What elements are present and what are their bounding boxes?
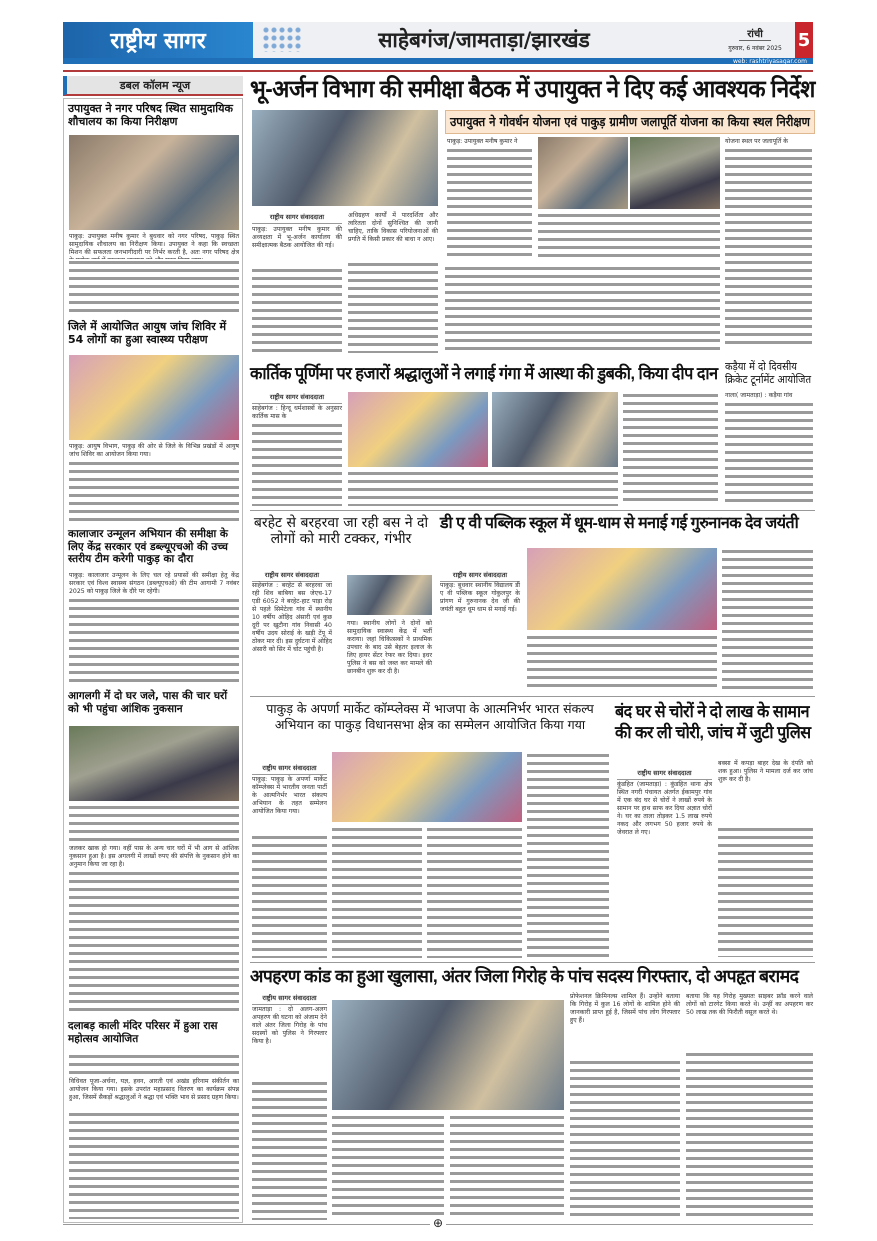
story-headline: कालाजार उन्मूलन अभियान की समीक्षा के लिए केंद्र सरकार एवं डब्ल्यूएचओ की उच्च स्तरीय टीम करेगी पाकुड़ का दौरा <box>68 528 228 566</box>
bus-headline: बरहेट से बरहरवा जा रही बस ने दो लोगों को मारी टक्कर, गंभीर <box>253 515 429 548</box>
story-body: जलकर खाक हो गया। वहीं पास के अन्य चार घरों में भी आग से आंशिक नुकसान हुआ है। इस अगलगी में लाखों रुपए की संपत्ति के नुकसान होने का अनुमान किया जा रहा है। <box>69 845 239 868</box>
byline: राष्ट्रीय सागर संवाददाता <box>617 768 712 780</box>
divider <box>250 962 815 963</box>
story-body-lines <box>348 470 618 506</box>
page-number: 5 <box>795 22 813 58</box>
story-body-lines <box>69 460 239 524</box>
story-body: विधिवत पूजा-अर्चना, यज्ञ, हवन, आरती एवं अखंड हरिनाम संकीर्तन का आयोजन किया गया। इसके उपरांत महाप्रसाद वितरण का कार्यक्रम संपन्न हुआ, जिसमें सैकड़ों श्रद्धालुओं ने श्रद्धा एवं भक्ति भाव से प्रसाद ग्रहण किया। <box>69 1078 239 1101</box>
inset-body: पाकुड़: उपायुक्त मनीष कुमार ने <box>447 138 518 145</box>
story-headline: जिले में आयोजित आयुष जांच शिविर में 54 लोगों का हुआ स्वास्थ्य परीक्षण <box>68 320 227 347</box>
fire-damage-photo <box>69 726 239 801</box>
theft-headline: बंद घर से चोरों ने दो लाख के सामान की कर ली चोरी, जांच में जुटी पुलिस <box>615 702 811 743</box>
ghat-photo <box>492 392 618 467</box>
story-body: पाकुड़: कालाजार उन्मूलन के लिए चल रहे प्रयासों की समीक्षा हेतु केंद्र सरकार एवं विश्व स्वास्थ्य संगठन (डब्ल्यूएचओ) की टीम आगामी 7 नवंबर 2025 को पाकुड़ जिले के दौरे पर रहेगी। <box>69 572 239 595</box>
inspection-photo-2 <box>630 137 720 209</box>
byline: राष्ट्रीय सागर संवाददाता <box>252 993 327 1005</box>
cricket-body: नाला( जामताड़ा) : कड़ैया गांव <box>725 392 793 399</box>
story-body: पाकुड़: उपायुक्त मनीष कुमार ने बुधवार को नगर परिषद, पाकुड़ स्थित सामुदायिक शौचालय का निरीक्षण किया। उपायुक्त ने कहा कि स्वच्छता मिशन की सफलता जनभागीदारी पर निर्भर करती है, अतः नगर परिषद क्षेत्र <box>69 233 239 256</box>
kidnap-body-3: बताया कि यह गिरोह मुख्यतः साइबर फ्रॉड करने वाले लोगों को टारगेट किया करते थे। उन्हीं का अपहरण कर 50 लाख तक की फिरौती वसूल करते थे। <box>686 993 813 1016</box>
story-body-lines <box>332 1114 444 1220</box>
story-body-lines <box>252 422 342 506</box>
story-headline: दलाबड़ काली मंदिर परिसर में हुआ रास महोत्सव आयोजित <box>68 1020 218 1045</box>
inspection-photo <box>538 137 628 209</box>
website-link[interactable]: web: rashtriyasagar.com <box>732 58 807 65</box>
ganga-devotees-photo <box>348 392 488 467</box>
bus-body-2: गया। स्थानीय लोगों ने दोनों को सामुदायिक स्वास्थ्य केंद्र में भर्ती कराया। जहां चिकित्सकों ने प्राथमिक उपचार के बाद उसे बेहतर इलाज के लिए हायर सेंटर रेफर कर दिया। इधर पुलिस ने बस को जब्त कर मामले की छानबीन शुरू कर दी है। <box>347 620 432 675</box>
inset-body-2: योजना स्थल पर जलापूर्ति के <box>725 138 788 145</box>
byline: राष्ट्रीय सागर संवाददाता <box>440 570 520 582</box>
story-body-lines <box>447 147 532 259</box>
story-body-lines <box>623 392 718 506</box>
story-body: पाकुड़: आयुष विभाग, पाकुड़ की ओर से जिले के विभिन्न प्रखंडों में आयुष जांच शिविर का आयोजन किया गया। <box>69 443 239 458</box>
lead-headline: भू-अर्जन विभाग की समीक्षा बैठक में उपायुक्त ने दिए कई आवश्यक निर्देश <box>250 76 815 103</box>
newspaper-logo: राष्ट्रीय सागर <box>63 22 253 58</box>
city: रांची <box>739 26 771 41</box>
dateline <box>715 22 795 58</box>
byline: राष्ट्रीय सागर संवाददाता <box>252 392 342 404</box>
kartik-body: साहेबगंज : हिन्दू धर्मशास्त्रों के अनुसार कार्तिक मास के <box>252 405 342 420</box>
toilet-inspection-photo <box>69 135 239 230</box>
bjp-body: पाकुड़: पाकुड़ के अपर्णा मार्केट कॉम्प्लेक्स में भारतीय जनता पार्टी के आत्मनिर्भर भारत संकल्प अभियान के तहत सम्मेलन आयोजित किया गया। <box>252 776 327 815</box>
cricket-headline: कड़ैया में दो दिवसीय क्रिकेट टूर्नामेंट आयोजित <box>725 360 812 387</box>
story-body-lines <box>725 401 813 507</box>
byline: राष्ट्रीय सागर संवाददाता <box>252 763 327 775</box>
story-body-lines <box>252 834 327 958</box>
story-body-lines <box>527 752 609 958</box>
story-body-lines <box>450 1114 564 1220</box>
byline: राष्ट्रीय सागर संवाददाता <box>252 570 332 582</box>
story-body-lines <box>718 826 813 957</box>
story-body-lines <box>252 1080 327 1220</box>
story-body-lines <box>69 597 239 685</box>
story-body-lines <box>69 804 239 844</box>
lead-body: पाकुड़: उपायुक्त मनीष कुमार की अध्यक्षता में भू-अर्जन कार्यालय की समीक्षात्मक बैठक आयोजित की गई। <box>252 226 342 249</box>
kidnap-body-2: प्रोफेशनल क्रिमिनल्स शामिल हैं। उन्होंने बताया कि गिरोह में कुल 16 लोगों के शामिल होने की जानकारी प्राप्त हुई है, जिसमें पांच लोग गिरफ्तार हुए हैं। <box>570 993 680 1024</box>
dav-headline: डी ए वी पब्लिक स्कूल में धूम-धाम से मनाई गई गुरुनानक देव जयंती <box>440 515 799 532</box>
theft-body-2: बक्सा में कपड़ा बाहर देख के दंपति को शक हुआ। पुलिस ने मामला दर्ज कर जांच शुरू कर दी है। <box>718 760 813 783</box>
story-headline: आगलगी में दो घर जले, पास की चार घरों को भी पहुंचा आंशिक नुकसान <box>68 690 228 715</box>
arrested-gang-photo <box>332 1000 564 1110</box>
lead-body-2: अधिग्रहण कार्यों में पारदर्शिता और त्वरितता दोनों सुनिश्चित की जानी चाहिए, ताकि विकास परियोजनाओं की प्रगति में किसी प्रकार की बाधा न आए। <box>348 212 438 243</box>
story-body-lines <box>69 1053 239 1077</box>
story-body-lines <box>332 826 422 958</box>
story-body-lines <box>69 870 239 1014</box>
bus-accident-photo <box>347 575 432 615</box>
story-body-lines <box>69 1111 239 1219</box>
story-body-lines <box>570 1059 680 1220</box>
registration-mark-icon: ⊕ <box>430 1216 446 1230</box>
story-body-lines <box>427 826 522 958</box>
bus-body: साहेबगंज : बरहेट से बरहरवा जा रही शिव बाबिया बस जेएच-17 एडी 6052 ने बरहेट-हाट पाड़ा रोड़ से पहले सिमेटेला गांव में स्थानीय 10 वर्षीय ओहिद अंसारी एवं कुछ दूरी पर खुटौना गांव निवासी 40 वर्षीय उदय सोराई के खड़ी टेंपू में ठोकर मार दी। इस दुर्घटना में ओहिद अंसारी को सिर में चोट पहुंची है। <box>252 582 332 653</box>
edition-title: साहेबगंज/जामताड़ा/झारखंड <box>253 22 715 58</box>
date: गुरुवार, 6 नवंबर 2025 <box>728 45 782 52</box>
divider <box>250 510 815 511</box>
story-body-lines <box>527 634 717 690</box>
story-headline: उपायुक्त ने नगर परिषद स्थित सामुदायिक शौचालय का किया निरीक्षण <box>68 102 233 129</box>
story-body-lines <box>348 261 438 353</box>
story-body-lines <box>722 548 813 690</box>
dav-body: पाकुड़: बुधवार स्थानीय विद्यालय डी ए वी पब्लिक स्कूल गोकुलपुर के प्रांगण में गुरुनानक देव जी की जयंती बहुत धूम धाम से मनाई गई। <box>440 582 520 613</box>
decorative-dots-icon <box>262 26 302 52</box>
story-body-lines <box>69 259 239 315</box>
kartik-headline: कार्तिक पूर्णिमा पर हजारों श्रद्धालुओं ने लगाई गंगा में आस्था की डुबकी, किया दीप दान <box>250 364 718 383</box>
divider <box>250 696 815 697</box>
kidnap-body: जामताड़ा : दो अलग-अलग अपहरण की घटना को अंजाम देने वाले अंतर जिला गिरोह के पांच सदस्यों को पुलिस ने गिरफ्तार किया है। <box>252 1006 327 1045</box>
story-body-lines <box>445 265 720 353</box>
story-body-lines <box>725 147 812 347</box>
ayush-camp-photo <box>69 355 239 440</box>
kidnap-headline: अपहरण कांड का हुआ खुलासा, अंतर जिला गिरोह के पांच सदस्य गिरफ्तार, दो अपहृत बरामद <box>250 966 799 986</box>
bjp-conference-photo <box>332 752 522 822</box>
inset-headline: उपायुक्त ने गोवर्धन योजना एवं पाकुड़ ग्रामीण जलापूर्ति योजना का किया स्थल निरीक्षण <box>450 114 810 129</box>
theft-body: कुंडहित (जामताड़ा) : कुंडहित थाना क्षेत्र स्थित नगरी पंचायत अंतर्गत ईकामपुर गांव में एक बंद घर से चोरों ने लाखों रुपये के सामान पर हाथ साफ कर दिया अज्ञात चोरों ने। घर का ताला तोड़कर 1.5 लाख रुपये नकद और लगभग 50 हजार रुपये के जेवरात ले गए। <box>617 781 712 836</box>
review-meeting-photo <box>252 110 438 206</box>
bjp-headline: पाकुड़ के अपर्णा मार्केट कॉम्प्लेक्स में भाजपा के आत्मनिर्भर भारत संकल्प अभियान का पाकुड़ विधानसभा क्षेत्र का सम्मेलन आयोजित किया गया <box>266 701 594 732</box>
story-body-lines <box>538 212 720 260</box>
section-title: डबल कॉलम न्यूज <box>63 76 243 96</box>
gurunanak-jayanti-photo <box>527 548 717 630</box>
byline: राष्ट्रीय सागर संवाददाता <box>252 212 342 224</box>
story-body-lines <box>686 1051 813 1220</box>
divider <box>63 70 813 72</box>
story-body-lines <box>252 267 342 353</box>
